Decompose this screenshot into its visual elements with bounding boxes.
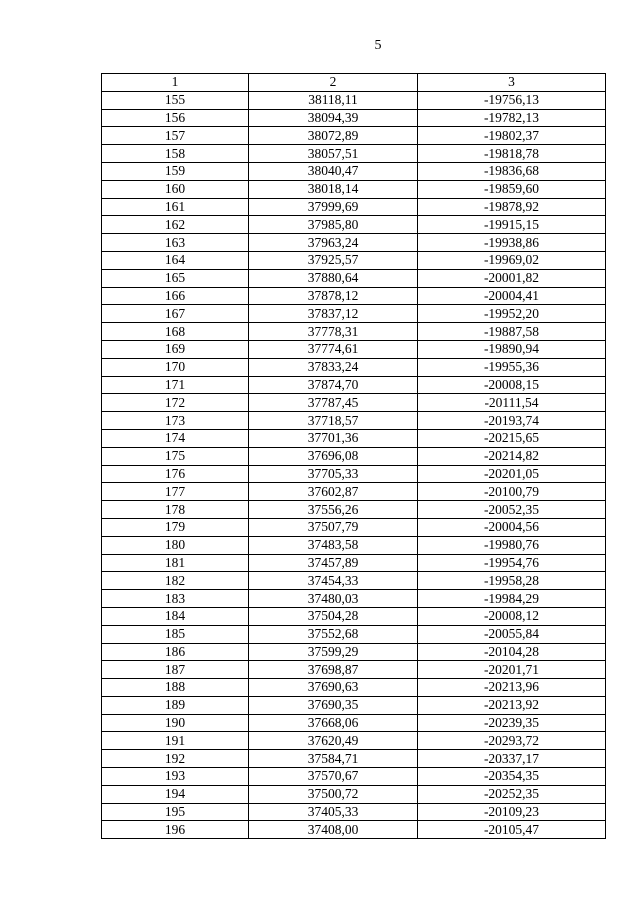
y-coordinate-cell: -19878,92 (418, 198, 606, 216)
page-number: 5 (374, 38, 382, 53)
x-coordinate-cell: 38018,14 (249, 180, 418, 198)
point-number-cell: 182 (102, 572, 249, 590)
point-number-cell: 172 (102, 394, 249, 412)
y-coordinate-cell: -20239,35 (418, 714, 606, 732)
x-coordinate-cell: 37833,24 (249, 358, 418, 376)
coordinates-table (101, 73, 606, 839)
point-number-cell: 176 (102, 465, 249, 483)
x-coordinate-cell: 37570,67 (249, 768, 418, 786)
table-row (102, 145, 606, 163)
x-coordinate-cell: 37454,33 (249, 572, 418, 590)
table-row (102, 340, 606, 358)
y-coordinate-cell: -20201,05 (418, 465, 606, 483)
y-coordinate-cell: -19802,37 (418, 127, 606, 145)
y-coordinate-cell: -20111,54 (418, 394, 606, 412)
x-coordinate-cell: 37718,57 (249, 412, 418, 430)
y-coordinate-cell: -19782,13 (418, 109, 606, 127)
y-coordinate-cell: -20008,12 (418, 607, 606, 625)
y-coordinate-cell: -20215,65 (418, 429, 606, 447)
point-number-cell: 170 (102, 358, 249, 376)
y-coordinate-cell: -20214,82 (418, 447, 606, 465)
table-row (102, 269, 606, 287)
point-number-cell: 177 (102, 483, 249, 501)
point-number-cell: 191 (102, 732, 249, 750)
point-number-cell: 165 (102, 269, 249, 287)
point-number-cell: 168 (102, 323, 249, 341)
point-number-cell: 166 (102, 287, 249, 305)
y-coordinate-cell: -20100,79 (418, 483, 606, 501)
point-number-cell: 183 (102, 590, 249, 608)
point-number-cell: 155 (102, 91, 249, 109)
x-coordinate-cell: 38040,47 (249, 162, 418, 180)
x-coordinate-cell: 37925,57 (249, 251, 418, 269)
table-row (102, 323, 606, 341)
point-number-cell: 163 (102, 234, 249, 252)
point-number-cell: 184 (102, 607, 249, 625)
point-number-cell: 186 (102, 643, 249, 661)
point-number-cell: 161 (102, 198, 249, 216)
y-coordinate-cell: -20052,35 (418, 501, 606, 519)
point-number-cell: 160 (102, 180, 249, 198)
table-row (102, 109, 606, 127)
x-coordinate-cell: 37698,87 (249, 661, 418, 679)
x-coordinate-cell: 37552,68 (249, 625, 418, 643)
x-coordinate-cell: 37584,71 (249, 750, 418, 768)
y-coordinate-cell: -20213,96 (418, 679, 606, 697)
y-coordinate-cell: -19756,13 (418, 91, 606, 109)
x-coordinate-cell: 37701,36 (249, 429, 418, 447)
point-number-cell: 181 (102, 554, 249, 572)
x-coordinate-cell: 37705,33 (249, 465, 418, 483)
y-coordinate-cell: -20104,28 (418, 643, 606, 661)
point-number-cell: 187 (102, 661, 249, 679)
x-coordinate-cell: 37985,80 (249, 216, 418, 234)
x-coordinate-cell: 37483,58 (249, 536, 418, 554)
point-number-cell: 189 (102, 696, 249, 714)
x-coordinate-cell: 37690,35 (249, 696, 418, 714)
table-row (102, 590, 606, 608)
table-row (102, 625, 606, 643)
table-row (102, 572, 606, 590)
y-coordinate-cell: -20193,74 (418, 412, 606, 430)
x-coordinate-cell: 37787,45 (249, 394, 418, 412)
point-number-cell: 193 (102, 768, 249, 786)
point-number-cell: 188 (102, 679, 249, 697)
point-number-cell: 157 (102, 127, 249, 145)
table-row (102, 412, 606, 430)
table-row (102, 501, 606, 519)
x-coordinate-cell: 37500,72 (249, 785, 418, 803)
point-number-cell: 164 (102, 251, 249, 269)
x-coordinate-cell: 37507,79 (249, 518, 418, 536)
point-number-cell: 169 (102, 340, 249, 358)
table-row (102, 127, 606, 145)
table-row (102, 447, 606, 465)
table-body (102, 91, 606, 838)
point-number-cell: 162 (102, 216, 249, 234)
table-header-row (102, 74, 606, 92)
table-row (102, 661, 606, 679)
x-coordinate-cell: 37480,03 (249, 590, 418, 608)
x-coordinate-cell: 37963,24 (249, 234, 418, 252)
x-coordinate-cell: 38094,39 (249, 109, 418, 127)
table-row (102, 251, 606, 269)
point-number-cell: 192 (102, 750, 249, 768)
x-coordinate-cell: 37874,70 (249, 376, 418, 394)
x-coordinate-cell: 37405,33 (249, 803, 418, 821)
table-row (102, 518, 606, 536)
x-coordinate-cell: 37690,63 (249, 679, 418, 697)
table-row (102, 607, 606, 625)
table-row (102, 287, 606, 305)
x-coordinate-cell: 37837,12 (249, 305, 418, 323)
y-coordinate-cell: -19890,94 (418, 340, 606, 358)
point-number-cell: 175 (102, 447, 249, 465)
point-number-cell: 156 (102, 109, 249, 127)
point-number-cell: 195 (102, 803, 249, 821)
table-row (102, 536, 606, 554)
table-header (102, 74, 606, 92)
x-coordinate-cell: 37556,26 (249, 501, 418, 519)
table-row (102, 376, 606, 394)
x-coordinate-cell: 37999,69 (249, 198, 418, 216)
y-coordinate-cell: -20004,56 (418, 518, 606, 536)
point-number-cell: 167 (102, 305, 249, 323)
table-row (102, 803, 606, 821)
point-number-cell: 173 (102, 412, 249, 430)
table-row (102, 162, 606, 180)
point-number-cell: 190 (102, 714, 249, 732)
table-row (102, 679, 606, 697)
point-number-cell: 196 (102, 821, 249, 839)
y-coordinate-cell: -19915,15 (418, 216, 606, 234)
column-header-3: 3 (418, 74, 606, 92)
x-coordinate-cell: 37408,00 (249, 821, 418, 839)
y-coordinate-cell: -19955,36 (418, 358, 606, 376)
point-number-cell: 178 (102, 501, 249, 519)
y-coordinate-cell: -19859,60 (418, 180, 606, 198)
table-row (102, 91, 606, 109)
y-coordinate-cell: -20252,35 (418, 785, 606, 803)
x-coordinate-cell: 37457,89 (249, 554, 418, 572)
table-row (102, 785, 606, 803)
point-number-cell: 159 (102, 162, 249, 180)
y-coordinate-cell: -19952,20 (418, 305, 606, 323)
point-number-cell: 158 (102, 145, 249, 163)
x-coordinate-cell: 37696,08 (249, 447, 418, 465)
table-row (102, 198, 606, 216)
column-header-1: 1 (102, 74, 249, 92)
point-number-cell: 180 (102, 536, 249, 554)
table-row (102, 180, 606, 198)
y-coordinate-cell: -19954,76 (418, 554, 606, 572)
table-row (102, 234, 606, 252)
table-row (102, 732, 606, 750)
table-row (102, 714, 606, 732)
x-coordinate-cell: 37504,28 (249, 607, 418, 625)
y-coordinate-cell: -20055,84 (418, 625, 606, 643)
y-coordinate-cell: -20105,47 (418, 821, 606, 839)
point-number-cell: 174 (102, 429, 249, 447)
y-coordinate-cell: -20354,35 (418, 768, 606, 786)
x-coordinate-cell: 37778,31 (249, 323, 418, 341)
table-row (102, 394, 606, 412)
x-coordinate-cell: 38072,89 (249, 127, 418, 145)
x-coordinate-cell: 37602,87 (249, 483, 418, 501)
y-coordinate-cell: -20004,41 (418, 287, 606, 305)
table-row (102, 821, 606, 839)
table-row (102, 429, 606, 447)
y-coordinate-cell: -20109,23 (418, 803, 606, 821)
y-coordinate-cell: -19969,02 (418, 251, 606, 269)
y-coordinate-cell: -19938,86 (418, 234, 606, 252)
table-row (102, 465, 606, 483)
x-coordinate-cell: 37878,12 (249, 287, 418, 305)
x-coordinate-cell: 37620,49 (249, 732, 418, 750)
y-coordinate-cell: -20337,17 (418, 750, 606, 768)
y-coordinate-cell: -19984,29 (418, 590, 606, 608)
table-row (102, 358, 606, 376)
x-coordinate-cell: 37880,64 (249, 269, 418, 287)
table-row (102, 554, 606, 572)
table-row (102, 216, 606, 234)
point-number-cell: 185 (102, 625, 249, 643)
column-header-2: 2 (249, 74, 418, 92)
y-coordinate-cell: -19980,76 (418, 536, 606, 554)
x-coordinate-cell: 37774,61 (249, 340, 418, 358)
point-number-cell: 194 (102, 785, 249, 803)
table-row (102, 305, 606, 323)
x-coordinate-cell: 37599,29 (249, 643, 418, 661)
table-row (102, 643, 606, 661)
table-row (102, 750, 606, 768)
x-coordinate-cell: 37668,06 (249, 714, 418, 732)
y-coordinate-cell: -19818,78 (418, 145, 606, 163)
table-row (102, 768, 606, 786)
x-coordinate-cell: 38057,51 (249, 145, 418, 163)
y-coordinate-cell: -19887,58 (418, 323, 606, 341)
point-number-cell: 171 (102, 376, 249, 394)
y-coordinate-cell: -20201,71 (418, 661, 606, 679)
point-number-cell: 179 (102, 518, 249, 536)
y-coordinate-cell: -20293,72 (418, 732, 606, 750)
table-row (102, 483, 606, 501)
y-coordinate-cell: -20213,92 (418, 696, 606, 714)
table-row (102, 696, 606, 714)
y-coordinate-cell: -20001,82 (418, 269, 606, 287)
y-coordinate-cell: -20008,15 (418, 376, 606, 394)
y-coordinate-cell: -19958,28 (418, 572, 606, 590)
x-coordinate-cell: 38118,11 (249, 91, 418, 109)
y-coordinate-cell: -19836,68 (418, 162, 606, 180)
